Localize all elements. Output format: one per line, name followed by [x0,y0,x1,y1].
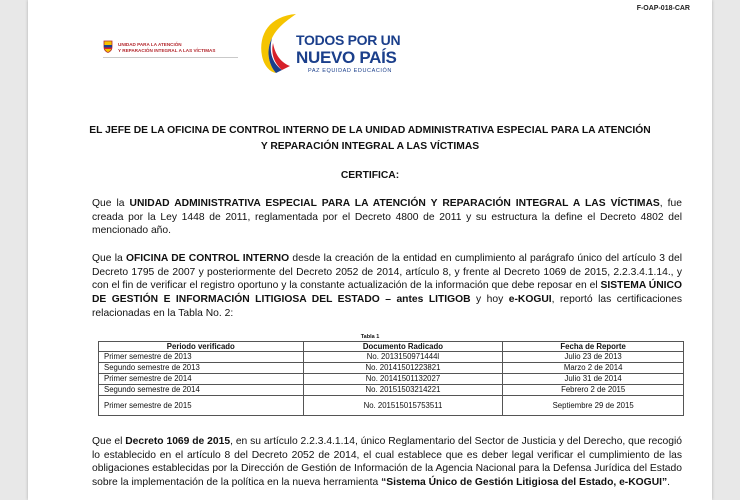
document-cell: No. 20141501132027 [303,374,503,385]
date-cell: Marzo 2 de 2014 [503,363,684,374]
document-cell: No. 20151503214221 [303,385,503,396]
gov-logo-line2: NUEVO PAÍS [296,48,397,67]
document-cell: No. 20141501223821 [303,363,503,374]
swoosh-icon [256,12,300,74]
period-cell: Primer semestre de 2015 [99,396,304,416]
period-cell: Segundo semestre de 2013 [99,363,304,374]
period-cell: Segundo semestre de 2014 [99,385,304,396]
column-header: Fecha de Reporte [503,342,684,352]
column-header: Documento Radicado [303,342,503,352]
period-cell: Primer semestre de 2014 [99,374,304,385]
document-page [28,0,712,500]
paragraph-1: Que la UNIDAD ADMINISTRATIVA ESPECIAL PARA LA ATENCIÓN Y REPARACIÓN INTEGRAL A LAS VÍCTIMAS, fue creada por la Ley 1448 de 2011, reglamentada por el Decreto 4800 de 2011 y su estructura la define el Decreto 4802 del mencionado año. [92,198,682,237]
table-row [99,396,684,416]
document-cell: No. 201515015753511 [303,396,503,416]
coat-of-arms-icon [103,40,113,53]
date-cell: Febrero 2 de 2015 [503,385,684,396]
date-cell: Julio 31 de 2014 [503,374,684,385]
gov-logo-tagline: PAZ EQUIDAD EDUCACIÓN [308,68,393,74]
date-cell: Septiembre 29 de 2015 [503,396,684,416]
certification-table [98,341,684,416]
period-cell: Primer semestre de 2013 [99,352,304,363]
table-row [99,374,684,385]
date-cell: Julio 23 de 2013 [503,352,684,363]
table-row [99,363,684,374]
document-cell: No. 2013150971444l [303,352,503,363]
document-heading [58,123,682,155]
paragraph-3: Que el Decreto 1069 de 2015, en su artículo 2.2.3.4.1.14, único Reglamentario del Sector de Justicia y del Derecho, que recogió lo establecido en el artículo 8 del Decreto 2052 de 2014, el cual establece que es deber legal verificar el cumplimiento de las obligaciones establecidas por la Dirección de Gestión de Información de la Agencia Nacional para la Defensa Jurídica del Estado sobre la implementación de la política en la nueva herramienta “Sistema Único de Gestión Litigiosa del Estado, e-KOGUI”. [92,436,682,489]
victimas-logo-text: UNIDAD PARA LA ATENCIÓN Y REPARACIÓN INTEGRAL A LAS VÍCTIMAS [118,42,216,53]
table-caption: Tabla 1 [360,334,380,340]
column-header: Periodo verificado [99,342,304,352]
logo-divider [103,57,238,58]
paragraph-2: Que la OFICINA DE CONTROL INTERNO desde la creación de la entidad en cumplimiento al parágrafo único del artículo 3 del Decreto 1795 de 2007 y posteriormente del Decreto 2052 de 2014, artículo 8, y frente al Decreto 1069 de 2015, 2.2.3.4.1.14., y con el fin de verificar el registro oportuno y la constante actualización de la información que debe reposar en el SISTEMA ÚNICO DE GESTIÓN E INFORMACIÓN LITIGIOSA DEL ESTADO – antes LITIGOB y hoy e-KOGUI, reportó las certificaciones relacionadas en la Tabla No. 2: [92,253,683,319]
heading-line-1: EL JEFE DE LA OFICINA DE CONTROL INTERNO DE LA UNIDAD ADMINISTRATIVA ESPECIAL PARA LA ATENCIÓN [89,125,651,136]
todos-por-un-nuevo-pais-logo [256,12,416,80]
table-row [99,352,684,363]
victimas-unit-logo [103,38,238,60]
table-row [99,385,684,396]
table-header-row [99,342,684,352]
gov-logo-line1: TODOS POR UN [296,32,401,48]
form-code: F-OAP-018-CAR [636,5,690,12]
certifica-title: CERTIFICA: [340,170,400,181]
heading-line-2: Y REPARACIÓN INTEGRAL A LAS VÍCTIMAS [260,141,480,152]
